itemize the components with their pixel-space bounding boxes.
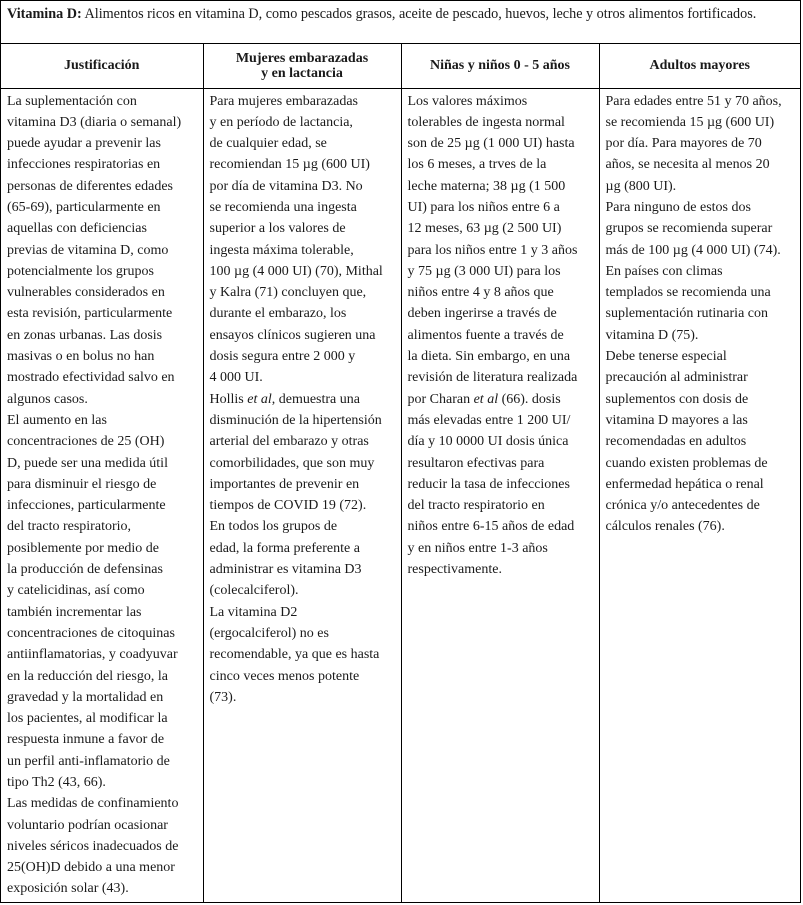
text-line: posiblemente por medio de (7, 540, 160, 556)
header-adultos-mayores: Adultos mayores (599, 44, 800, 88)
text-line: potencialmente los grupos (7, 263, 154, 279)
text-line: infecciones respiratorias en (7, 157, 161, 173)
text-line: Las medidas de confinamiento (7, 796, 179, 812)
text-line: más elevadas entre 1 200 UI/ (407, 412, 571, 428)
text-line: concentraciones de 25 (OH) (7, 434, 165, 450)
text-line: Debe tenerse especial (605, 349, 727, 365)
text-line: en zonas urbanas. Las dosis (7, 327, 163, 343)
text-line: grupos se recomienda superar (605, 221, 773, 237)
text-line: cálculos renales (76). (605, 519, 725, 535)
text-line: resultaron efectivas para (407, 455, 545, 471)
text-line: importantes de prevenir en (209, 476, 360, 492)
content-row (1, 88, 800, 902)
text-line: Los valores máximos (407, 93, 528, 109)
text-line: del tracto respiratorio, (7, 519, 132, 535)
text-line: más de 100 µg (4 000 UI) (74). (605, 242, 781, 258)
text-line: En todos los grupos de (209, 519, 338, 535)
text-line: 100 µg (4 000 UI) (70), Mithal (209, 263, 383, 279)
text-line: día y 10 0000 UI dosis única (407, 434, 569, 450)
text-line: comorbilidades, que son muy (209, 455, 375, 471)
text-line: del tracto respiratorio en (407, 498, 545, 514)
text-line: algunos casos. (7, 391, 88, 407)
text-line: µg (800 UI). (605, 178, 677, 194)
text-line: suplementación rutinaria con (605, 306, 768, 322)
text-line: En países con climas (605, 263, 723, 279)
text-line: Para edades entre 51 y 70 años, (605, 93, 782, 109)
text-line: UI) para los niños entre 6 a (407, 199, 560, 215)
text-line: Para ninguno de estos dos (605, 199, 751, 215)
caption-text: Alimentos ricos en vitamina D, como pescados grasos, aceite de pescado, huevos, leche y otros alimentos fortificados. (81, 6, 757, 22)
header-justificacion: Justificación (1, 44, 203, 88)
text-line: niños entre 4 y 8 años que (407, 285, 554, 301)
text-line: edad, la forma preferente a (209, 540, 360, 556)
text-line: crónica y/o antecedentes de (605, 498, 760, 514)
text-line: (65-69), particularmente en (7, 199, 161, 215)
text-line: tipo Th2 (43, 66). (7, 775, 106, 790)
text-line: arterial del embarazo y otras (209, 434, 369, 450)
text-line: mostrado efectividad salvo en (7, 370, 175, 386)
text-line: ensayos clínicos sugieren una (209, 327, 376, 343)
text-line: tolerables de ingesta normal (407, 114, 565, 130)
text-line: superior a los valores de (209, 221, 346, 237)
cell-mujeres-embarazadas (203, 88, 401, 902)
text-line: vitamina D mayores a las (605, 412, 748, 428)
text-line: y catelicidinas, así como (7, 583, 145, 599)
text-line: puede ayudar a prevenir las (7, 136, 161, 152)
text-line: la producción de defensinas (7, 562, 163, 578)
text-line: exposición solar (43). (7, 881, 129, 897)
text-line: El aumento en las (7, 412, 107, 428)
header-mujeres-embarazadas: Mujeres embarazadas y en lactancia (203, 44, 401, 88)
text-line: por Charan et al (66). dosis (407, 391, 561, 407)
text-line: reducir la tasa de infecciones (407, 476, 570, 492)
text-line: cuando existen problemas de (605, 455, 768, 471)
text-line: 12 meses, 63 µg (2 500 UI) (407, 221, 562, 237)
text-line: son de 25 µg (1 000 UI) hasta (407, 136, 575, 152)
text-line: respectivamente. (407, 562, 502, 578)
text-line: vitamina D3 (diaria o semanal) (7, 114, 182, 130)
text-line: precaución al administrar (605, 370, 748, 386)
text-line: de cualquier edad, se (209, 136, 327, 152)
recommendations-table (1, 44, 800, 902)
text-line: dosis segura entre 2 000 y (209, 349, 356, 365)
text-line: 4 000 UI. (209, 370, 263, 386)
text-line: y en niños entre 1-3 años (407, 540, 548, 556)
text-line: voluntario podrían ocasionar (7, 817, 168, 833)
text-line: también incrementar las (7, 604, 142, 620)
text-line: concentraciones de citoquinas (7, 625, 175, 641)
text-line: tiempos de COVID 19 (72). (209, 498, 367, 514)
caption-label: Vitamina D: (7, 6, 82, 22)
text-line: niveles séricos inadecuados de (7, 838, 179, 854)
text-line: recomiendan 15 µg (600 UI) (209, 157, 370, 173)
text-line: para los niños entre 1 y 3 años (407, 242, 578, 258)
text-line: templados se recomienda una (605, 285, 771, 301)
text-line: cinco veces menos potente (209, 668, 360, 684)
text-line: esta revisión, particularmente (7, 306, 173, 322)
text-line: durante el embarazo, los (209, 306, 347, 322)
text-line: masivas o en bolus no han (7, 349, 155, 365)
text-line: personas de diferentes edades (7, 178, 173, 194)
text-line: Hollis et al, demuestra una (209, 391, 360, 407)
text-line: por día de vitamina D3. No (209, 178, 363, 194)
text-line: disminución de la hipertensión (209, 412, 382, 428)
text-line: respuesta inmune a favor de (7, 732, 165, 748)
text-line: deben ingerirse a través de (407, 306, 557, 322)
text-line: infecciones, particularmente (7, 498, 166, 514)
text-line: la dieta. Sin embargo, en una (407, 349, 571, 365)
text-line: años, se necesita al menos 20 (605, 157, 770, 173)
text-line: La vitamina D2 (209, 604, 298, 620)
text-line: ingesta máxima tolerable, (209, 242, 354, 258)
text-line: recomendadas en adultos (605, 434, 747, 450)
text-line: se recomienda una ingesta (209, 199, 357, 215)
text-line: revisión de literatura realizada (407, 370, 578, 386)
text-line: por día. Para mayores de 70 (605, 136, 762, 152)
text-line: para disminuir el riesgo de (7, 476, 157, 492)
text-line: y en período de lactancia, (209, 114, 353, 130)
table-caption (1, 1, 800, 44)
text-line: los pacientes, al modificar la (7, 711, 168, 727)
text-line: previas de vitamina D, como (7, 242, 169, 258)
text-line: suplementos con dosis de (605, 391, 749, 407)
text-line: recomendable, ya que es hasta (209, 647, 380, 663)
text-line: vulnerables considerados en (7, 285, 165, 301)
text-line: (colecalciferol). (209, 583, 299, 599)
text-line: Para mujeres embarazadas (209, 93, 358, 109)
text-line: leche materna; 38 µg (1 500 (407, 178, 566, 194)
text-line: gravedad y la mortalidad en (7, 689, 164, 705)
cell-adultos-mayores (599, 88, 800, 902)
text-line: los 6 meses, a trves de la (407, 157, 547, 173)
header-row (1, 44, 800, 88)
text-line: vitamina D (75). (605, 327, 699, 343)
text-line: se recomienda 15 µg (600 UI) (605, 114, 775, 130)
text-line: (73). (209, 689, 237, 705)
text-line: D, puede ser una medida útil (7, 455, 168, 471)
text-line: antiinflamatorias, y coadyuvar (7, 647, 178, 663)
text-line: un perfil anti-inflamatorio de (7, 753, 170, 769)
text-line: en la reducción del riesgo, la (7, 668, 168, 684)
text-line: aquellas con deficiencias (7, 221, 147, 237)
text-line: (ergocalciferol) no es (209, 625, 329, 641)
cell-ninas-ninos (401, 88, 599, 902)
text-line: y 75 µg (3 000 UI) para los (407, 263, 561, 279)
text-line: alimentos fuente a través de (407, 327, 564, 343)
cell-justificacion (1, 88, 203, 902)
text-line: administrar es vitamina D3 (209, 562, 362, 578)
header-ninas-ninos: Niñas y niños 0 - 5 años (401, 44, 599, 88)
text-line: y Kalra (71) concluyen que, (209, 285, 367, 301)
text-line: 25(OH)D debido a una menor (7, 860, 175, 876)
text-line: La suplementación con (7, 93, 137, 109)
text-line: niños entre 6-15 años de edad (407, 519, 575, 535)
text-line: enfermedad hepática o renal (605, 476, 764, 492)
